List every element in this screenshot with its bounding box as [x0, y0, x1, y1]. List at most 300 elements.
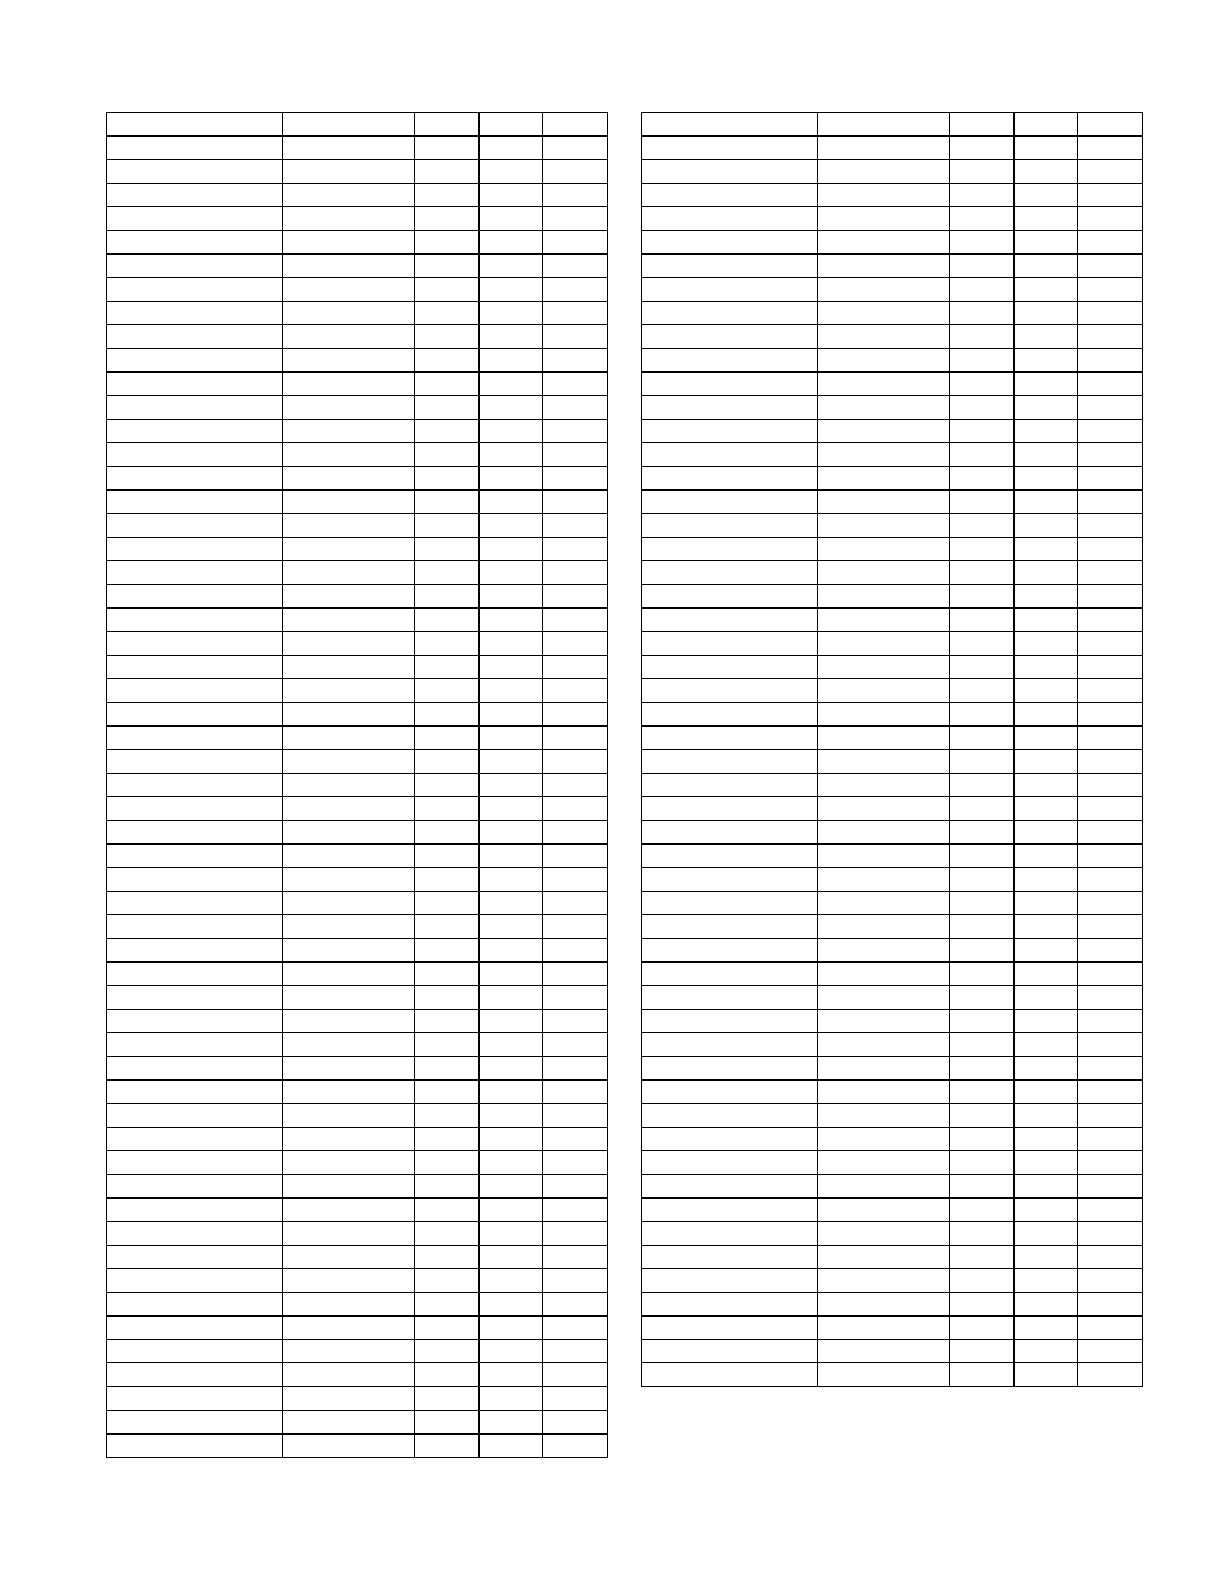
right-table-cell[interactable]: [950, 915, 1014, 939]
right-table-cell[interactable]: [642, 891, 818, 915]
left-table-cell[interactable]: [283, 868, 415, 892]
right-table-cell[interactable]: [1078, 1151, 1143, 1175]
left-table-cell[interactable]: [415, 891, 479, 915]
right-table-cell[interactable]: [950, 1292, 1014, 1316]
left-table-cell[interactable]: [107, 797, 283, 821]
right-table-cell[interactable]: [818, 230, 950, 254]
left-table-cell[interactable]: [283, 938, 415, 962]
right-table-cell[interactable]: [1078, 348, 1143, 372]
right-table-cell[interactable]: [642, 632, 818, 656]
right-table-cell[interactable]: [818, 1174, 950, 1198]
right-table-cell[interactable]: [1014, 466, 1078, 490]
right-table-cell[interactable]: [950, 514, 1014, 538]
left-table-cell[interactable]: [543, 325, 608, 349]
left-table-cell[interactable]: [415, 136, 479, 160]
right-table-cell[interactable]: [1078, 1269, 1143, 1293]
left-table-cell[interactable]: [107, 1127, 283, 1151]
left-table-cell[interactable]: [479, 915, 543, 939]
right-table-cell[interactable]: [642, 679, 818, 703]
left-table-cell[interactable]: [107, 372, 283, 396]
right-table-cell[interactable]: [1078, 655, 1143, 679]
left-table-cell[interactable]: [543, 985, 608, 1009]
right-table-cell[interactable]: [950, 1151, 1014, 1175]
right-table-cell[interactable]: [1014, 844, 1078, 868]
left-table-cell[interactable]: [283, 514, 415, 538]
left-table-cell[interactable]: [283, 466, 415, 490]
left-table-cell[interactable]: [283, 1080, 415, 1104]
left-table-cell[interactable]: [415, 584, 479, 608]
left-table-cell[interactable]: [283, 1292, 415, 1316]
left-table-cell[interactable]: [283, 1410, 415, 1434]
left-table-cell[interactable]: [479, 443, 543, 467]
right-table-cell[interactable]: [950, 1198, 1014, 1222]
left-table-cell[interactable]: [107, 820, 283, 844]
right-table-cell[interactable]: [950, 632, 1014, 656]
right-table-cell[interactable]: [1078, 1127, 1143, 1151]
right-table-cell[interactable]: [950, 1127, 1014, 1151]
right-table-cell[interactable]: [1078, 915, 1143, 939]
left-table-cell[interactable]: [107, 750, 283, 774]
left-table-cell[interactable]: [107, 915, 283, 939]
right-table-cell[interactable]: [1078, 1080, 1143, 1104]
left-table-cell[interactable]: [543, 844, 608, 868]
left-table-cell[interactable]: [415, 702, 479, 726]
right-table-cell[interactable]: [642, 868, 818, 892]
left-table-cell[interactable]: [415, 1080, 479, 1104]
left-table-cell[interactable]: [479, 207, 543, 231]
left-table-cell[interactable]: [283, 113, 415, 137]
right-table-cell[interactable]: [642, 1245, 818, 1269]
right-table-cell[interactable]: [642, 915, 818, 939]
left-table-cell[interactable]: [283, 1009, 415, 1033]
right-table-cell[interactable]: [1014, 278, 1078, 302]
left-table-cell[interactable]: [107, 1103, 283, 1127]
right-table-cell[interactable]: [1078, 726, 1143, 750]
right-table-cell[interactable]: [1014, 1174, 1078, 1198]
left-table-cell[interactable]: [479, 702, 543, 726]
left-table-cell[interactable]: [479, 938, 543, 962]
right-table-cell[interactable]: [950, 136, 1014, 160]
right-table-cell[interactable]: [1078, 419, 1143, 443]
right-table-cell[interactable]: [1014, 1269, 1078, 1293]
left-table-cell[interactable]: [543, 230, 608, 254]
left-table-cell[interactable]: [415, 537, 479, 561]
right-table-cell[interactable]: [1078, 1103, 1143, 1127]
right-table-cell[interactable]: [1014, 1363, 1078, 1387]
right-table-cell[interactable]: [642, 1174, 818, 1198]
left-table-cell[interactable]: [543, 490, 608, 514]
left-table-cell[interactable]: [107, 1056, 283, 1080]
right-table-cell[interactable]: [818, 820, 950, 844]
left-table-cell[interactable]: [283, 561, 415, 585]
left-table-cell[interactable]: [283, 1151, 415, 1175]
left-table-cell[interactable]: [415, 750, 479, 774]
right-table-cell[interactable]: [1078, 325, 1143, 349]
right-table-cell[interactable]: [1014, 301, 1078, 325]
right-table-cell[interactable]: [1078, 183, 1143, 207]
left-table-cell[interactable]: [107, 113, 283, 137]
left-table-cell[interactable]: [283, 1245, 415, 1269]
right-table-cell[interactable]: [950, 254, 1014, 278]
left-table-cell[interactable]: [479, 466, 543, 490]
right-table-cell[interactable]: [1078, 844, 1143, 868]
right-table-cell[interactable]: [1014, 136, 1078, 160]
right-table-cell[interactable]: [818, 1033, 950, 1057]
left-table-cell[interactable]: [283, 655, 415, 679]
left-table-cell[interactable]: [283, 915, 415, 939]
left-table-cell[interactable]: [415, 1363, 479, 1387]
left-table-cell[interactable]: [283, 160, 415, 184]
right-table-cell[interactable]: [1078, 490, 1143, 514]
left-table-cell[interactable]: [283, 230, 415, 254]
left-table-cell[interactable]: [479, 844, 543, 868]
right-table-cell[interactable]: [1078, 1198, 1143, 1222]
left-table-cell[interactable]: [543, 773, 608, 797]
left-table-cell[interactable]: [543, 372, 608, 396]
left-table-cell[interactable]: [543, 726, 608, 750]
left-table-cell[interactable]: [107, 1316, 283, 1340]
right-table-cell[interactable]: [950, 820, 1014, 844]
left-table-cell[interactable]: [107, 1174, 283, 1198]
left-table-cell[interactable]: [415, 254, 479, 278]
right-table-cell[interactable]: [950, 726, 1014, 750]
right-table-cell[interactable]: [818, 632, 950, 656]
right-table-cell[interactable]: [950, 466, 1014, 490]
left-table-cell[interactable]: [479, 325, 543, 349]
left-table-cell[interactable]: [415, 1434, 479, 1458]
left-table-cell[interactable]: [415, 938, 479, 962]
left-table-cell[interactable]: [543, 632, 608, 656]
left-table-cell[interactable]: [415, 655, 479, 679]
right-table-cell[interactable]: [818, 868, 950, 892]
left-table-cell[interactable]: [107, 608, 283, 632]
left-table-cell[interactable]: [479, 1269, 543, 1293]
left-table-cell[interactable]: [283, 1056, 415, 1080]
left-table-cell[interactable]: [543, 655, 608, 679]
right-table-cell[interactable]: [1078, 136, 1143, 160]
left-table-cell[interactable]: [107, 844, 283, 868]
right-table-cell[interactable]: [950, 183, 1014, 207]
left-table-cell[interactable]: [543, 679, 608, 703]
left-table-cell[interactable]: [283, 844, 415, 868]
left-table-cell[interactable]: [479, 679, 543, 703]
right-table-cell[interactable]: [818, 1103, 950, 1127]
left-table-cell[interactable]: [107, 207, 283, 231]
left-table-cell[interactable]: [479, 1339, 543, 1363]
right-table-cell[interactable]: [642, 443, 818, 467]
left-table-cell[interactable]: [107, 443, 283, 467]
right-table-cell[interactable]: [642, 254, 818, 278]
left-table-cell[interactable]: [283, 325, 415, 349]
left-table-cell[interactable]: [415, 183, 479, 207]
right-table-cell[interactable]: [1014, 1151, 1078, 1175]
right-table-cell[interactable]: [818, 1056, 950, 1080]
right-table-cell[interactable]: [818, 325, 950, 349]
right-table-cell[interactable]: [1078, 632, 1143, 656]
right-table-cell[interactable]: [818, 679, 950, 703]
left-table-cell[interactable]: [479, 608, 543, 632]
left-table-cell[interactable]: [415, 820, 479, 844]
left-table-cell[interactable]: [415, 490, 479, 514]
left-table-cell[interactable]: [283, 301, 415, 325]
right-table-cell[interactable]: [1014, 1080, 1078, 1104]
left-table-cell[interactable]: [543, 136, 608, 160]
left-table-cell[interactable]: [107, 655, 283, 679]
left-table-cell[interactable]: [107, 348, 283, 372]
right-table-cell[interactable]: [1078, 985, 1143, 1009]
right-table-cell[interactable]: [1014, 820, 1078, 844]
left-table-cell[interactable]: [415, 396, 479, 420]
right-table-cell[interactable]: [1014, 1127, 1078, 1151]
left-table-cell[interactable]: [283, 1269, 415, 1293]
right-table-cell[interactable]: [642, 325, 818, 349]
left-table-cell[interactable]: [283, 820, 415, 844]
left-table-cell[interactable]: [479, 113, 543, 137]
left-table-cell[interactable]: [543, 1387, 608, 1411]
left-table-cell[interactable]: [107, 396, 283, 420]
left-table-cell[interactable]: [479, 632, 543, 656]
right-table-cell[interactable]: [1014, 891, 1078, 915]
right-table-cell[interactable]: [1014, 325, 1078, 349]
right-table-cell[interactable]: [950, 207, 1014, 231]
left-table-cell[interactable]: [107, 891, 283, 915]
left-table-cell[interactable]: [415, 962, 479, 986]
left-table-cell[interactable]: [543, 160, 608, 184]
left-table-cell[interactable]: [543, 915, 608, 939]
left-table-cell[interactable]: [415, 1103, 479, 1127]
right-table-cell[interactable]: [950, 1269, 1014, 1293]
right-table-cell[interactable]: [1014, 419, 1078, 443]
right-table-cell[interactable]: [642, 207, 818, 231]
right-table-cell[interactable]: [1014, 396, 1078, 420]
left-table-cell[interactable]: [415, 608, 479, 632]
right-table-cell[interactable]: [950, 490, 1014, 514]
left-table-cell[interactable]: [479, 490, 543, 514]
left-table-cell[interactable]: [543, 1056, 608, 1080]
left-table-cell[interactable]: [543, 1339, 608, 1363]
left-table-cell[interactable]: [479, 584, 543, 608]
right-table-cell[interactable]: [1014, 490, 1078, 514]
right-table-cell[interactable]: [1078, 773, 1143, 797]
right-table-cell[interactable]: [950, 396, 1014, 420]
right-table-cell[interactable]: [1014, 632, 1078, 656]
left-table-cell[interactable]: [107, 1245, 283, 1269]
right-table-cell[interactable]: [1078, 1174, 1143, 1198]
right-table-cell[interactable]: [950, 868, 1014, 892]
left-table-cell[interactable]: [415, 230, 479, 254]
right-table-cell[interactable]: [642, 702, 818, 726]
left-table-cell[interactable]: [107, 301, 283, 325]
left-table-cell[interactable]: [415, 1387, 479, 1411]
left-table-cell[interactable]: [479, 419, 543, 443]
left-table-cell[interactable]: [283, 1434, 415, 1458]
right-table-cell[interactable]: [1014, 915, 1078, 939]
left-table-cell[interactable]: [107, 419, 283, 443]
right-table-cell[interactable]: [818, 1221, 950, 1245]
left-table-cell[interactable]: [415, 160, 479, 184]
left-table-cell[interactable]: [283, 584, 415, 608]
left-table-cell[interactable]: [107, 985, 283, 1009]
right-table-cell[interactable]: [1078, 396, 1143, 420]
right-table-cell[interactable]: [818, 750, 950, 774]
right-table-cell[interactable]: [1014, 750, 1078, 774]
right-table-cell[interactable]: [642, 1151, 818, 1175]
right-table-cell[interactable]: [642, 1316, 818, 1340]
right-table-cell[interactable]: [818, 1316, 950, 1340]
left-table-cell[interactable]: [107, 466, 283, 490]
left-table-cell[interactable]: [415, 797, 479, 821]
left-table-cell[interactable]: [479, 1127, 543, 1151]
left-table-cell[interactable]: [107, 1339, 283, 1363]
left-table-cell[interactable]: [479, 1080, 543, 1104]
left-table-cell[interactable]: [107, 278, 283, 302]
right-table-cell[interactable]: [818, 160, 950, 184]
left-table-cell[interactable]: [415, 1033, 479, 1057]
right-table-cell[interactable]: [1014, 679, 1078, 703]
right-table-cell[interactable]: [642, 537, 818, 561]
left-table-cell[interactable]: [479, 278, 543, 302]
right-table-cell[interactable]: [818, 396, 950, 420]
left-table-cell[interactable]: [543, 396, 608, 420]
left-table-cell[interactable]: [415, 632, 479, 656]
right-table-cell[interactable]: [642, 750, 818, 774]
right-table-cell[interactable]: [642, 1198, 818, 1222]
right-table-cell[interactable]: [950, 1009, 1014, 1033]
left-table-cell[interactable]: [543, 1363, 608, 1387]
left-table-cell[interactable]: [479, 1434, 543, 1458]
left-table-cell[interactable]: [283, 1363, 415, 1387]
left-table-cell[interactable]: [107, 1434, 283, 1458]
left-table-cell[interactable]: [479, 1316, 543, 1340]
right-table-cell[interactable]: [1078, 466, 1143, 490]
right-table-cell[interactable]: [1078, 891, 1143, 915]
left-table-cell[interactable]: [479, 230, 543, 254]
left-table-cell[interactable]: [107, 632, 283, 656]
left-table-cell[interactable]: [543, 514, 608, 538]
right-table-cell[interactable]: [950, 608, 1014, 632]
left-table-cell[interactable]: [479, 348, 543, 372]
right-table-cell[interactable]: [1014, 254, 1078, 278]
right-table-cell[interactable]: [1014, 1339, 1078, 1363]
left-table-cell[interactable]: [543, 797, 608, 821]
right-table-cell[interactable]: [818, 1151, 950, 1175]
right-table-cell[interactable]: [950, 1363, 1014, 1387]
right-table-cell[interactable]: [642, 372, 818, 396]
right-table-cell[interactable]: [642, 726, 818, 750]
right-table-cell[interactable]: [642, 797, 818, 821]
right-table-cell[interactable]: [818, 1363, 950, 1387]
right-table-cell[interactable]: [642, 1033, 818, 1057]
right-table-cell[interactable]: [1078, 1221, 1143, 1245]
left-table-cell[interactable]: [415, 348, 479, 372]
left-table-cell[interactable]: [283, 773, 415, 797]
right-table-cell[interactable]: [950, 985, 1014, 1009]
right-table-cell[interactable]: [642, 490, 818, 514]
right-table-cell[interactable]: [818, 254, 950, 278]
right-table-cell[interactable]: [1014, 1245, 1078, 1269]
right-table-cell[interactable]: [642, 348, 818, 372]
left-table-cell[interactable]: [543, 1009, 608, 1033]
right-table-cell[interactable]: [950, 537, 1014, 561]
left-table-cell[interactable]: [283, 372, 415, 396]
left-table-cell[interactable]: [283, 396, 415, 420]
right-table-cell[interactable]: [642, 1221, 818, 1245]
right-table-cell[interactable]: [818, 1198, 950, 1222]
left-table-cell[interactable]: [415, 1292, 479, 1316]
right-table-cell[interactable]: [642, 844, 818, 868]
right-table-cell[interactable]: [818, 915, 950, 939]
left-table-cell[interactable]: [415, 1198, 479, 1222]
left-table-cell[interactable]: [283, 1174, 415, 1198]
right-table-cell[interactable]: [1014, 1316, 1078, 1340]
left-table-cell[interactable]: [479, 655, 543, 679]
right-table-cell[interactable]: [642, 1269, 818, 1293]
left-table-cell[interactable]: [415, 1316, 479, 1340]
right-table-cell[interactable]: [950, 750, 1014, 774]
right-table-cell[interactable]: [818, 797, 950, 821]
left-table-cell[interactable]: [479, 514, 543, 538]
left-table-cell[interactable]: [107, 254, 283, 278]
right-table-cell[interactable]: [818, 938, 950, 962]
right-table-cell[interactable]: [818, 1245, 950, 1269]
right-table-cell[interactable]: [1078, 1009, 1143, 1033]
left-table-cell[interactable]: [107, 561, 283, 585]
right-table-cell[interactable]: [1014, 537, 1078, 561]
left-table-cell[interactable]: [283, 183, 415, 207]
right-table-cell[interactable]: [1078, 1339, 1143, 1363]
right-table-cell[interactable]: [1078, 584, 1143, 608]
right-table-cell[interactable]: [642, 1103, 818, 1127]
right-table-cell[interactable]: [1014, 584, 1078, 608]
right-table-cell[interactable]: [642, 230, 818, 254]
left-table-cell[interactable]: [543, 1245, 608, 1269]
left-table-cell[interactable]: [543, 1033, 608, 1057]
right-table-cell[interactable]: [1078, 1316, 1143, 1340]
right-table-cell[interactable]: [1014, 985, 1078, 1009]
left-table-cell[interactable]: [415, 844, 479, 868]
right-table-cell[interactable]: [950, 938, 1014, 962]
right-table-cell[interactable]: [1078, 207, 1143, 231]
left-table-cell[interactable]: [479, 1292, 543, 1316]
left-table-cell[interactable]: [479, 372, 543, 396]
right-table-cell[interactable]: [1014, 1103, 1078, 1127]
left-table-cell[interactable]: [415, 207, 479, 231]
left-table-cell[interactable]: [543, 443, 608, 467]
right-table-cell[interactable]: [818, 490, 950, 514]
right-table-cell[interactable]: [1078, 702, 1143, 726]
left-table-cell[interactable]: [479, 1410, 543, 1434]
right-table-cell[interactable]: [818, 891, 950, 915]
left-table-cell[interactable]: [479, 726, 543, 750]
right-table-cell[interactable]: [642, 584, 818, 608]
right-table-cell[interactable]: [1078, 443, 1143, 467]
left-table-cell[interactable]: [479, 136, 543, 160]
right-table-cell[interactable]: [818, 372, 950, 396]
right-table-cell[interactable]: [1078, 537, 1143, 561]
right-table-cell[interactable]: [1078, 868, 1143, 892]
right-table-cell[interactable]: [950, 1339, 1014, 1363]
left-table-cell[interactable]: [107, 1292, 283, 1316]
right-table-cell[interactable]: [1014, 726, 1078, 750]
right-table-cell[interactable]: [950, 113, 1014, 137]
left-table-cell[interactable]: [479, 985, 543, 1009]
right-table-cell[interactable]: [1014, 655, 1078, 679]
left-table-cell[interactable]: [479, 561, 543, 585]
left-table-cell[interactable]: [107, 1269, 283, 1293]
right-table-cell[interactable]: [642, 419, 818, 443]
right-table-cell[interactable]: [950, 702, 1014, 726]
left-table-cell[interactable]: [107, 679, 283, 703]
